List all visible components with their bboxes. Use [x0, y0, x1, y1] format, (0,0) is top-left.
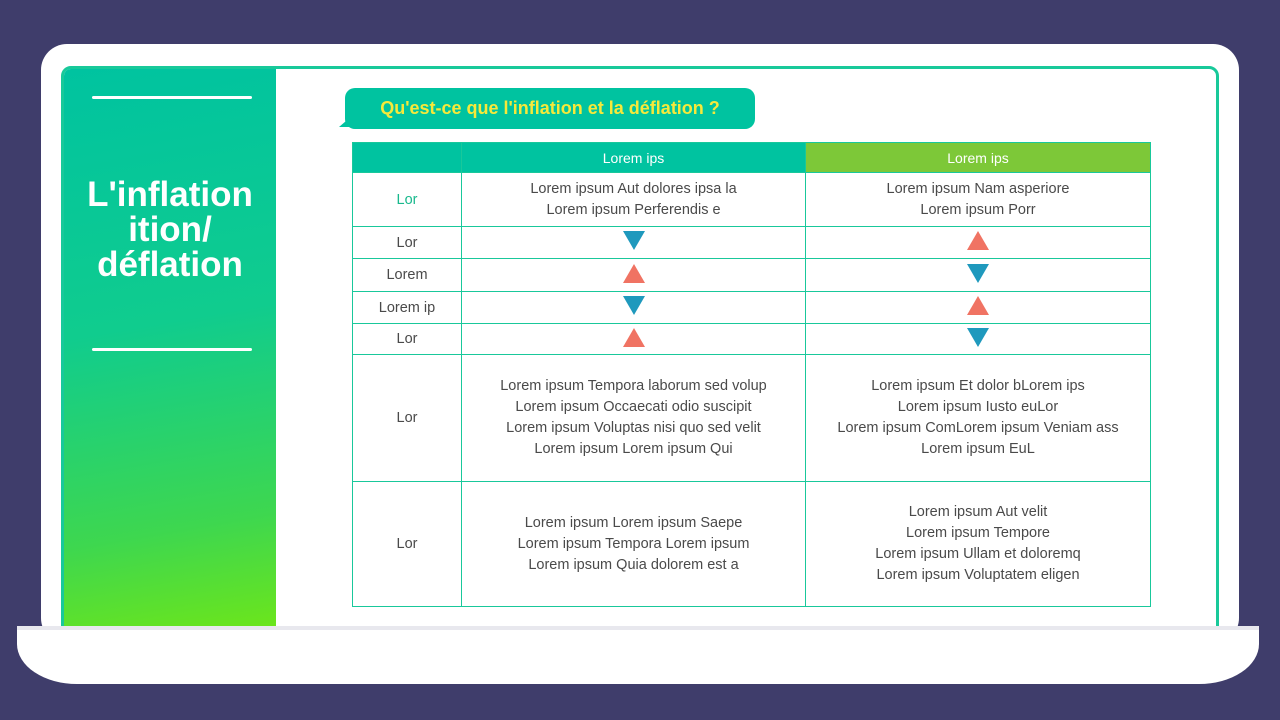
- cell-line: Lorem ipsum Nam asperiore: [886, 180, 1070, 197]
- cell-line: Lorem ipsum Ullam et doloremq: [875, 546, 1081, 562]
- cell-line: Lorem ipsum Quia dolorem est a: [528, 556, 739, 573]
- cell-line: Lorem ipsum EuL: [921, 441, 1035, 457]
- table-cell: [462, 259, 806, 292]
- row-label: Lor: [353, 227, 462, 259]
- table-cell: [462, 324, 806, 355]
- cell-line: Lorem ipsum Iusto euLor: [897, 399, 1059, 415]
- sidebar: [64, 69, 276, 633]
- table-cell: [806, 173, 1151, 227]
- cell-line: Lorem ipsum Aut dolores ipsa la: [530, 180, 737, 197]
- table-cell: [806, 355, 1151, 482]
- comparison-table: [352, 142, 1151, 607]
- laptop-base: [17, 626, 1259, 684]
- up-arrow-icon: [623, 264, 645, 283]
- cell-line: Lorem ipsum Porr: [920, 201, 1036, 218]
- cell-line: Lorem ipsum Lorem ipsum Qui: [534, 441, 733, 457]
- row-label: Lor: [353, 355, 462, 482]
- table-row: [353, 482, 1151, 607]
- sidebar-divider-top: [92, 96, 252, 99]
- table-cell: [462, 355, 806, 482]
- slide-title-line-1: L'inflation: [87, 175, 253, 214]
- cell-line: Lorem ipsum Voluptas nisi quo sed velit: [506, 420, 761, 436]
- up-arrow-icon: [623, 328, 645, 347]
- slide-title-line-2: ition/: [128, 210, 212, 249]
- table-row: [353, 259, 1151, 292]
- table-header-col1: Lorem ips: [462, 143, 806, 173]
- down-arrow-icon: [623, 296, 645, 315]
- down-arrow-icon: [967, 264, 989, 283]
- row-label: Lorem ip: [353, 292, 462, 324]
- table-cell: [806, 292, 1151, 324]
- table-row: [353, 355, 1151, 482]
- row-label: Lor: [353, 324, 462, 355]
- table-cell: [806, 482, 1151, 607]
- table-row: [353, 227, 1151, 259]
- cell-line: Lorem ipsum Occaecati odio suscipit: [515, 399, 752, 415]
- table-cell: [462, 173, 806, 227]
- up-arrow-icon: [967, 231, 989, 250]
- question-text: Qu'est-ce que l'inflation et la déflation ?: [380, 98, 720, 118]
- cell-line: Lorem ipsum Aut velit: [908, 504, 1048, 520]
- table-row: [353, 292, 1151, 324]
- table-cell: [462, 482, 806, 607]
- cell-line: Lorem ipsum Tempora Lorem ipsum: [517, 535, 750, 552]
- table-cell: [806, 324, 1151, 355]
- sidebar-divider-bottom: [92, 348, 252, 351]
- laptop-base-edge: [17, 626, 1259, 630]
- table-cell: [462, 292, 806, 324]
- row-label: Lor: [353, 482, 462, 607]
- slide-title-line-3: déflation: [97, 245, 243, 284]
- cell-line: Lorem ipsum Tempore: [906, 525, 1050, 541]
- cell-line: Lorem ipsum Tempora laborum sed volup: [500, 378, 767, 394]
- row-label: Lorem: [353, 259, 462, 292]
- row-label: Lor: [353, 173, 462, 227]
- table-cell: [806, 259, 1151, 292]
- cell-line: Lorem ipsum Et dolor bLorem ips: [871, 378, 1085, 394]
- table-header-col2: Lorem ips: [806, 143, 1151, 173]
- cell-line: Lorem ipsum Voluptatem eligen: [876, 567, 1080, 583]
- cell-line: Lorem ipsum Perferendis e: [546, 201, 721, 218]
- cell-line: Lorem ipsum ComLorem ipsum Veniam ass: [837, 420, 1119, 436]
- table-row: [353, 324, 1151, 355]
- table-header-empty: [353, 143, 462, 173]
- table-cell: [806, 227, 1151, 259]
- slide-title: [64, 177, 276, 282]
- down-arrow-icon: [623, 231, 645, 250]
- question-bubble: [345, 88, 755, 129]
- up-arrow-icon: [967, 296, 989, 315]
- cell-line: Lorem ipsum Lorem ipsum Saepe: [524, 514, 743, 531]
- table-header-row: [353, 143, 1151, 173]
- table-row: [353, 173, 1151, 227]
- table-cell: [462, 227, 806, 259]
- down-arrow-icon: [967, 328, 989, 347]
